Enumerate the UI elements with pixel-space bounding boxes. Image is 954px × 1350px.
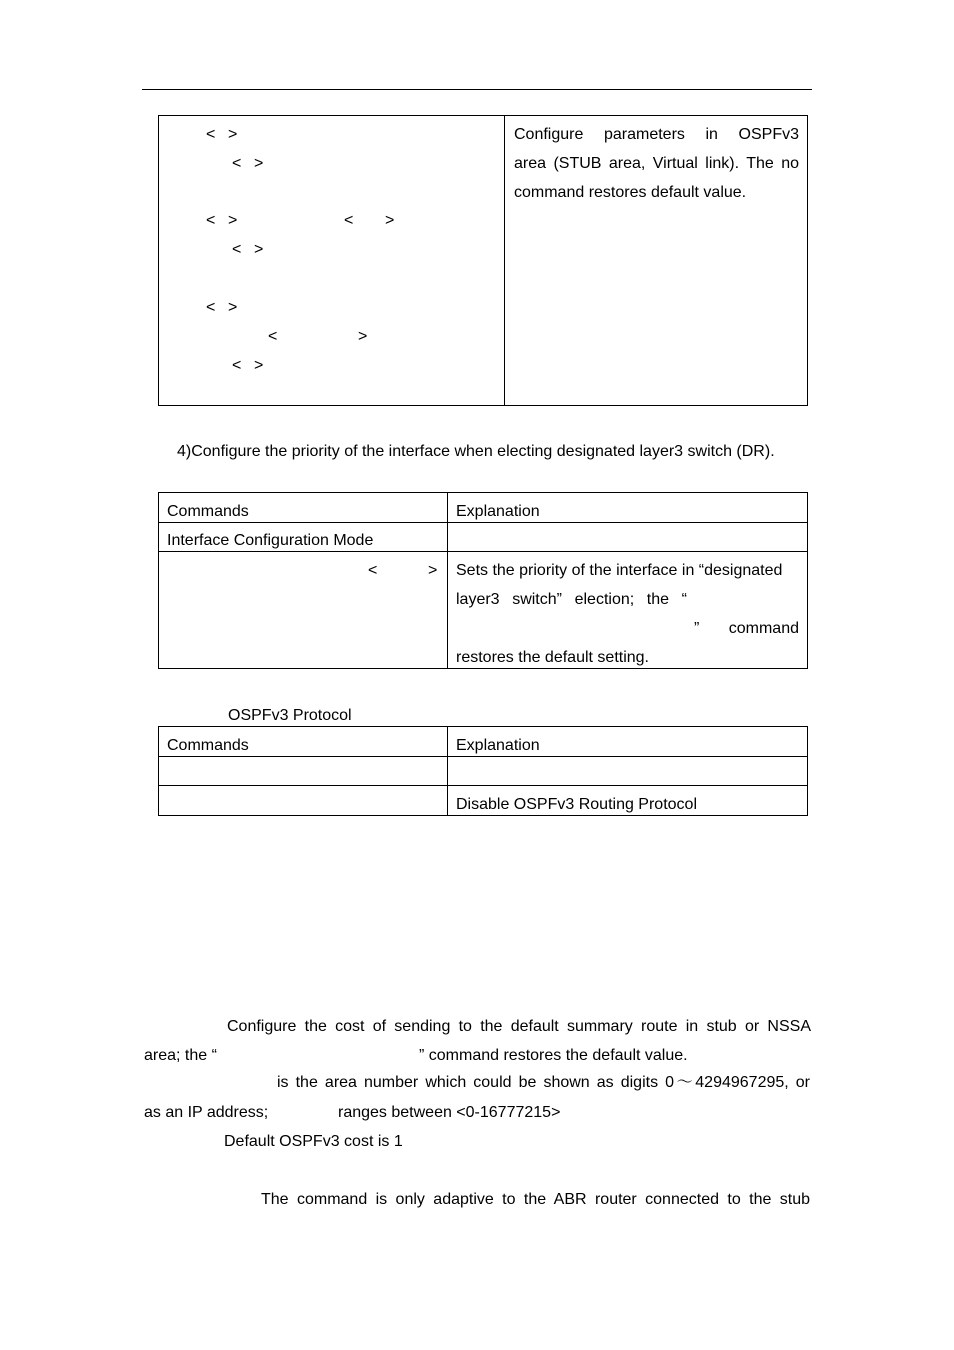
explanation-line: Sets the priority of the interface in “designated xyxy=(456,562,783,579)
angle-open: < xyxy=(206,126,216,143)
column-header-explanation: Explanation xyxy=(456,737,540,754)
explanation-line: ” command xyxy=(694,620,799,637)
angle-close: > xyxy=(428,562,438,579)
row-divider xyxy=(158,785,808,786)
explanation-line: layer3 switch” election; the “ xyxy=(456,591,687,608)
angle-close: > xyxy=(254,357,264,374)
function-text: Configure the cost of sending to the default summary route in stub or NSSA xyxy=(227,1018,811,1035)
angle-close: > xyxy=(385,212,395,229)
function-text: area; the “ xyxy=(144,1047,217,1064)
angle-open: < xyxy=(268,328,278,345)
explanation-line: restores the default setting. xyxy=(456,649,649,666)
angle-close: > xyxy=(254,241,264,258)
angle-open: < xyxy=(206,212,216,229)
angle-close: > xyxy=(358,328,368,345)
angle-open: < xyxy=(206,299,216,316)
column-divider xyxy=(504,115,505,406)
angle-close: > xyxy=(228,212,238,229)
parameter-text: is the area number which could be shown as digits 0～4294967295, or xyxy=(277,1074,810,1091)
angle-open: < xyxy=(232,241,242,258)
angle-open: < xyxy=(232,357,242,374)
explanation-line: Configure parameters in OSPFv3 xyxy=(514,126,799,143)
step-heading: 4)Configure the priority of the interface when electing designated layer3 switch (DR). xyxy=(177,443,775,460)
angle-open: < xyxy=(368,562,378,579)
usage-text: The command is only adaptive to the ABR router connected to the stub xyxy=(261,1191,810,1208)
explanation-line: command restores default value. xyxy=(514,184,747,201)
row-divider xyxy=(158,551,808,552)
row-divider xyxy=(158,522,808,523)
angle-close: > xyxy=(254,155,264,172)
header-rule xyxy=(142,89,812,90)
parameter-text: ranges between <0-16777215> xyxy=(338,1104,561,1121)
angle-open: < xyxy=(232,155,242,172)
angle-close: > xyxy=(228,299,238,316)
angle-close: > xyxy=(228,126,238,143)
table-caption: OSPFv3 Protocol xyxy=(228,707,352,724)
row-divider xyxy=(158,756,808,757)
column-divider xyxy=(447,492,448,669)
column-header-commands: Commands xyxy=(167,737,249,754)
parameter-text: as an IP address; xyxy=(144,1104,269,1121)
table-cell: Disable OSPFv3 Routing Protocol xyxy=(456,796,697,813)
function-text: ” command restores the default value. xyxy=(419,1047,688,1064)
default-text: Default OSPFv3 cost is 1 xyxy=(224,1133,403,1150)
column-header-commands: Commands xyxy=(167,503,249,520)
explanation-line: area (STUB area, Virtual link). The no xyxy=(514,155,799,172)
column-divider xyxy=(447,726,448,816)
column-header-explanation: Explanation xyxy=(456,503,540,520)
mode-label: Interface Configuration Mode xyxy=(167,532,374,549)
angle-open: < xyxy=(344,212,354,229)
